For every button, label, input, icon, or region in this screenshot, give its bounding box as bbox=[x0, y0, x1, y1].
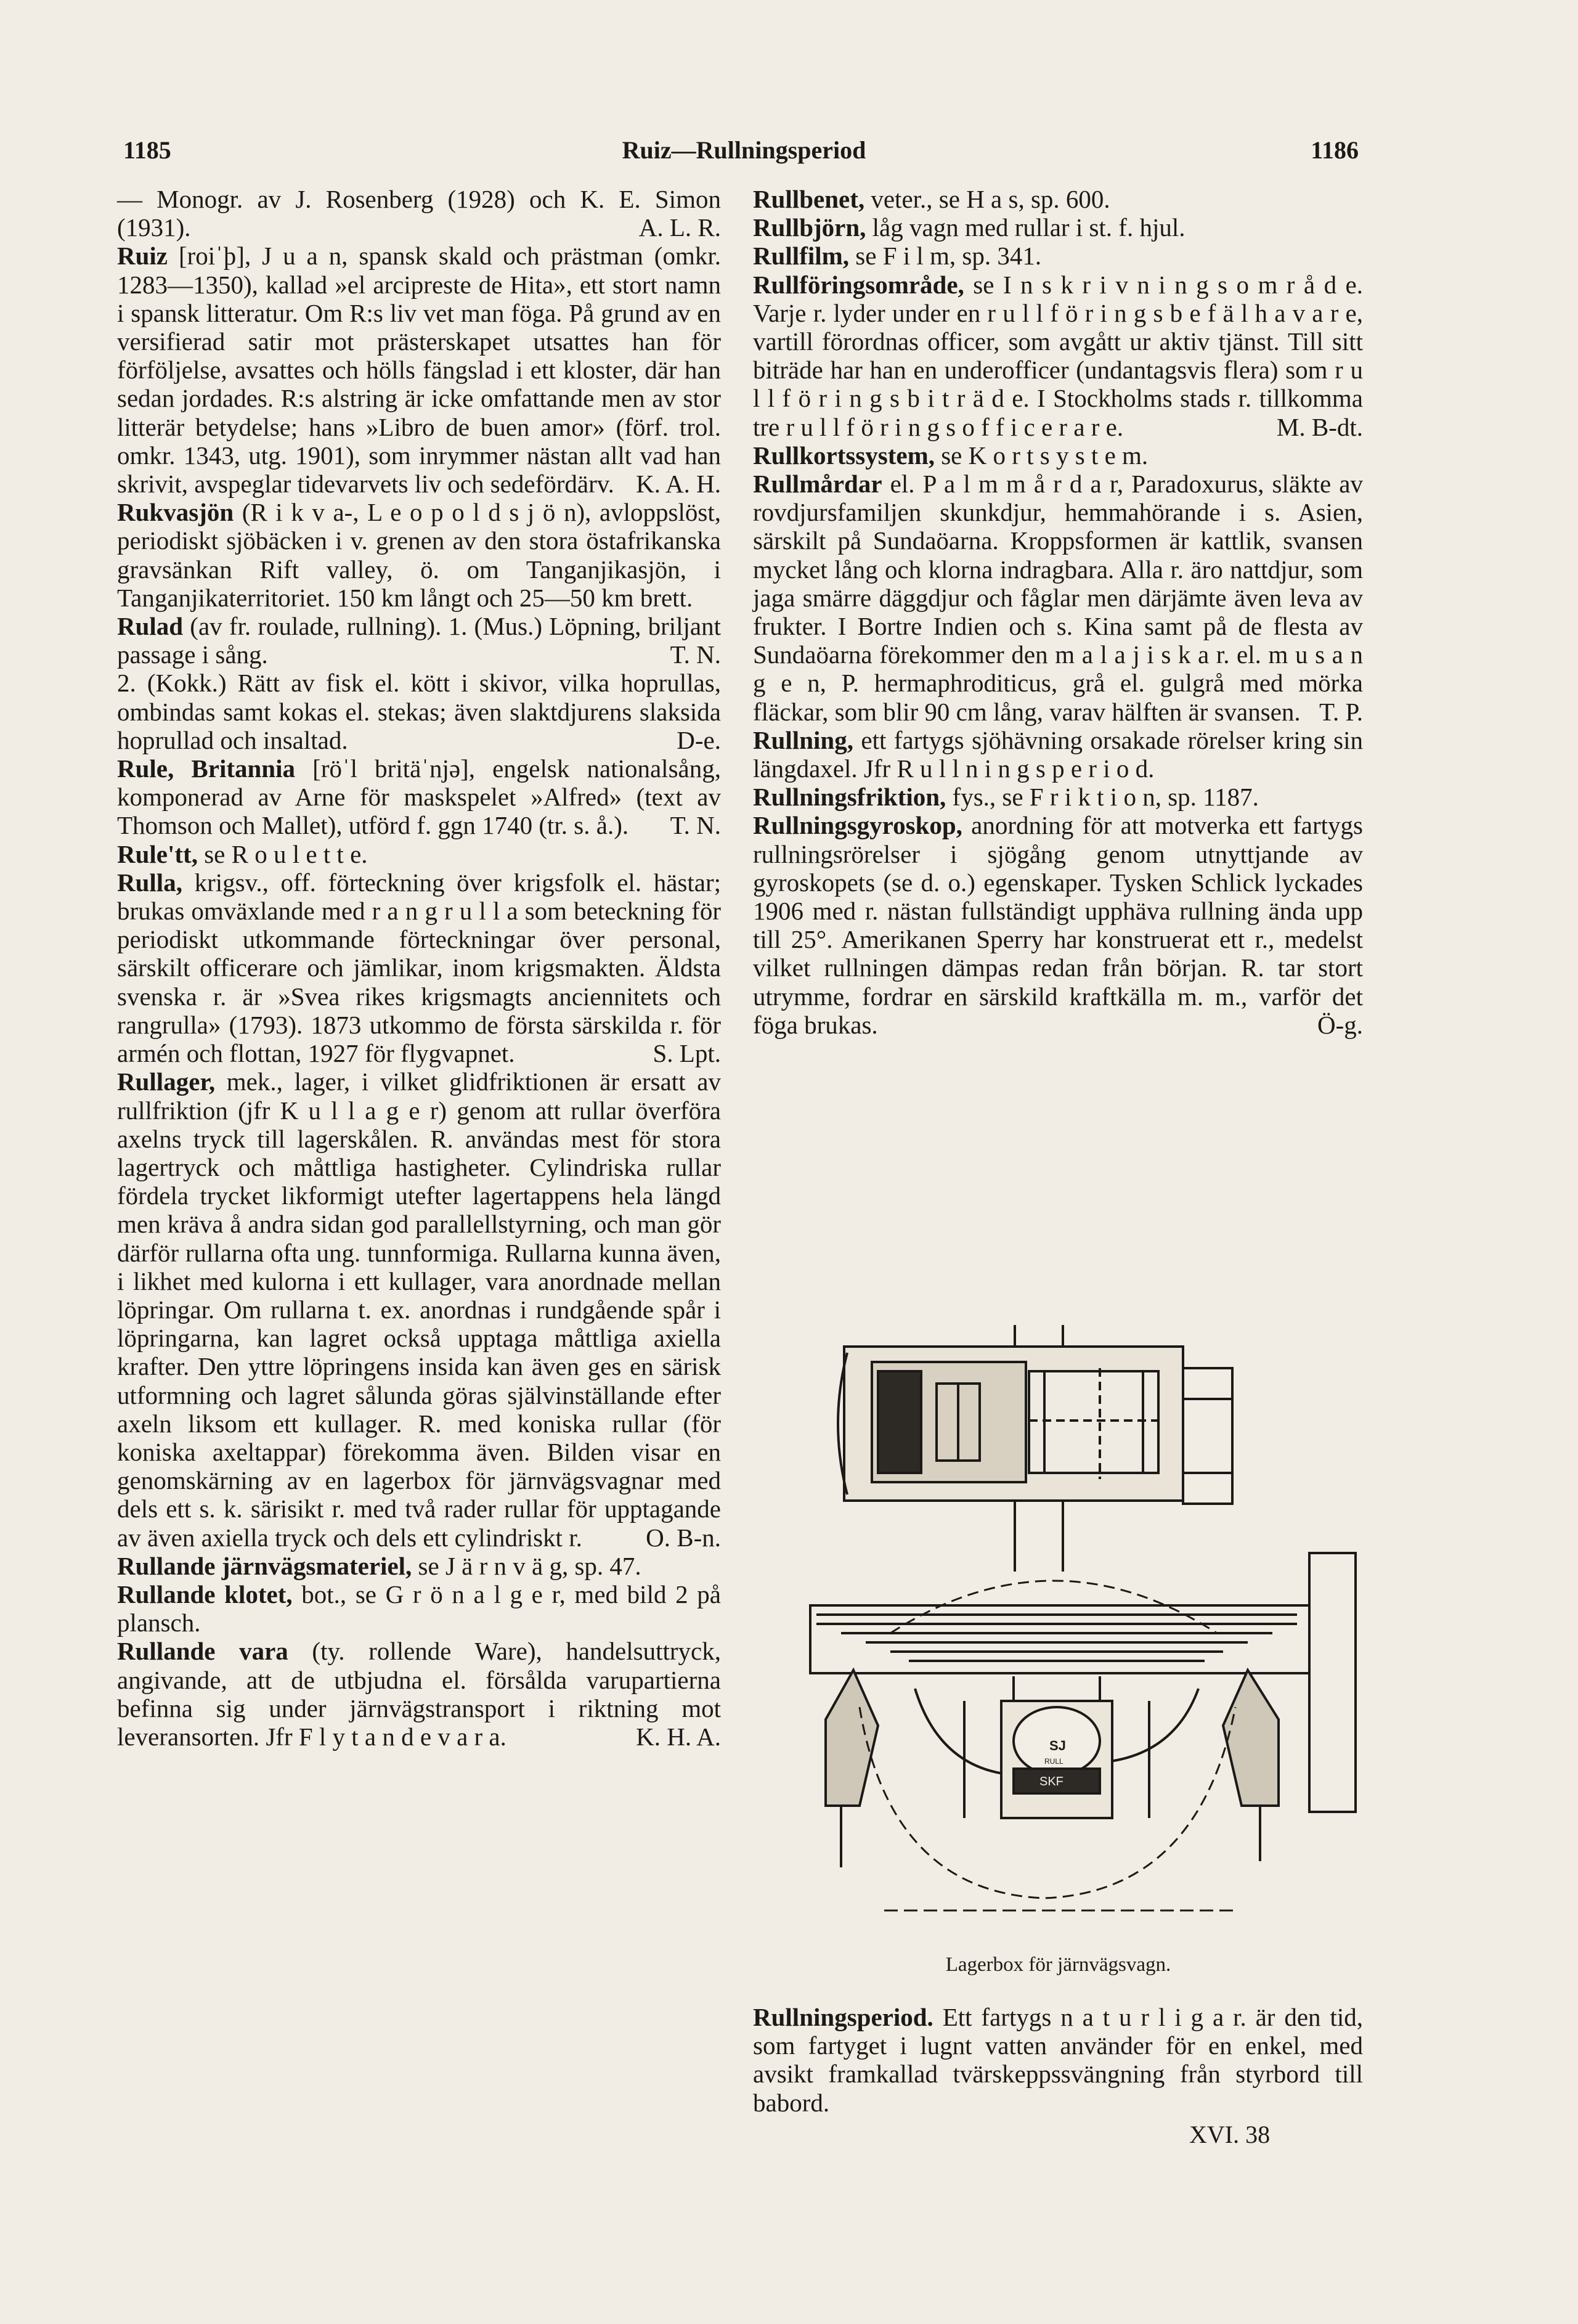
entry-body: (av fr. roulade, rullning). 1. (Mus.) Löpning, briljant passage i sång. bbox=[117, 612, 721, 669]
dictionary-entry bbox=[117, 185, 721, 242]
page-number-left: 1185 bbox=[123, 136, 171, 164]
bearing-box-figure bbox=[755, 1325, 1362, 1954]
entry-body: [roiˈþ], J u a n, spansk skald och prästman (omkr. 1283—1350), kallad »el arcipreste de Hita», ett stort namn i spansk litteratur. Om R:s liv vet man föga. På grund av en versifierad satir mot prästerskapet utsattes han för förföljelse, avsattes och hölls fängslad i ett kloster, där han sedan jordades. R:s alstring är icke omfattande men av stor litterär betydelse; hans »Libro de buen amor» (förf. trol. omkr. 1343, utg. 1901), som inrymmer nästan allt vad han skrivit, avspeglar tidevarvets liv och sedefördärv. bbox=[117, 242, 721, 499]
dictionary-entry bbox=[753, 726, 1363, 783]
dictionary-entry bbox=[117, 242, 721, 498]
entry-headword: Rullande vara bbox=[117, 1637, 288, 1666]
entry-body: el. P a l m m å r d a r, Paradoxurus, släkte av rovdjursfamiljen skunkdjur, hemmahörande i s. Asien, särskilt på Sundaöarna. Kroppsformen är kattlik, svansen mycket lång och klorna indragbara. Alla r. äro nattdjur, som jaga smärre däggdjur och fåglar men därjämte även leva av frukter. I Bortre Indien och s. Kina samt på de flesta av Sundaöarna förekommer den m a l a j i s k a r. el. m u s a n g e n, P. hermaphroditicus, grå el. gulgrå med mörka fläckar, som blir 90 cm lång, varav hälften är svansen. bbox=[753, 470, 1363, 726]
author-signature: T. P. bbox=[1319, 697, 1363, 726]
right-column bbox=[753, 185, 1363, 1039]
dictionary-entry bbox=[117, 498, 721, 612]
entry-rullningsperiod bbox=[753, 2003, 1363, 2117]
entry-headword: Rullande järnvägsmateriel, bbox=[117, 1551, 412, 1580]
author-signature: M. B-dt. bbox=[1276, 412, 1363, 441]
dictionary-entry bbox=[753, 271, 1363, 441]
entry-body: (R i k v a-, L e o p o l d s j ö n), avloppslöst, periodiskt sjöbäcken i v. grenen av den stora östafrikanska gravsänkan Rift valley, ö. om Tanganjikasjön, i Tanganjikaterritoriet. 150 km långt och 25—50 km brett. bbox=[117, 498, 721, 612]
bearing-box-drawing bbox=[755, 1325, 1362, 1954]
page-number-right: 1186 bbox=[1311, 136, 1359, 164]
entry-headword: Rullningsfriktion, bbox=[753, 783, 946, 812]
dictionary-entry bbox=[753, 242, 1363, 270]
entry-headword: Rullande klotet, bbox=[117, 1580, 293, 1608]
entry-body: se I n s k r i v n i n g s o m r å d e. Varje r. lyder under en r u l l f ö r i n g s b e f ä l h a v a r e, vartill förordnas officer, som avgått ur aktiv tjänst. Till sitt biträde har han en underofficer (undantagsvis flera) som r u l l f ö r i n g s b i t r ä d e. I Stockholms stads r. tillkomma tre r u l l f ö r i n g s o f f i c e r a r e. bbox=[753, 270, 1363, 441]
author-signature: Ö-g. bbox=[1317, 1010, 1363, 1039]
plate-text-1: SJ bbox=[1049, 1738, 1066, 1753]
entry-headword: Rukvasjön bbox=[117, 498, 234, 527]
entry-body: veter., se H a s, sp. 600. bbox=[864, 185, 1110, 213]
dictionary-entry bbox=[753, 811, 1363, 1039]
entry-body: Ett fartygs n a t u r l i g a r. är den tid, som fartyget i lugnt vatten använder för en enkel, med avsikt framkallad tvärskeppssvängning från styrbord till babord. bbox=[753, 2003, 1363, 2117]
entry-body: anordning för att motverka ett fartygs rullningsrörelser i sjögång genom utnyttjande av gyroskopets (se d. o.) egenskaper. Tysken Schlick lyckades 1906 med r. nästan fullständigt upphäva rullning ända upp till 25°. Amerikanen Sperry har konstruerat ett r., medelst vilket rullningen dämpas redan från början. R. tar stort utrymme, fordrar en särskild kraftkälla m. m., varför det föga brukas. bbox=[753, 811, 1363, 1039]
entry-headword: Rulad bbox=[117, 612, 184, 641]
plate-text-2: RULL bbox=[1044, 1757, 1064, 1766]
sheet-signature: XVI. 38 bbox=[1189, 2121, 1271, 2148]
figure-caption: Lagerbox för järnvägsvagn. bbox=[945, 1954, 1171, 1976]
running-title: Ruiz—Rullningsperiod bbox=[622, 136, 866, 164]
entry-headword: Rullkortssystem, bbox=[753, 441, 935, 470]
dictionary-entry bbox=[753, 783, 1363, 811]
entry-headword: Rule'tt, bbox=[117, 839, 198, 868]
author-signature: T. N. bbox=[670, 811, 721, 840]
entry-body: 2. (Kokk.) Rätt av fisk el. kött i skivor, vilka hoprullas, ombindas samt kokas el. stekas; även slaktdjurens slaksida hoprullad och insaltad. bbox=[117, 669, 721, 754]
dictionary-entry bbox=[117, 1067, 721, 1551]
entry-body: se K o r t s y s t e m. bbox=[934, 441, 1149, 470]
page-header bbox=[111, 136, 1377, 173]
entry-headword: Rulla, bbox=[117, 868, 182, 897]
dictionary-entry bbox=[117, 1580, 721, 1637]
entry-body: se J ä r n v ä g, sp. 47. bbox=[412, 1551, 641, 1580]
entry-body: ett fartygs sjöhävning orsakade rörelser kring sin längdaxel. Jfr R u l l n i n g s p e r i o d. bbox=[753, 725, 1363, 783]
entry-headword: Rullfilm, bbox=[753, 242, 850, 271]
entry-body: låg vagn med rullar i st. f. hjul. bbox=[866, 213, 1186, 242]
entry-headword: Rullningsgyroskop, bbox=[753, 811, 962, 840]
author-signature: K. A. H. bbox=[636, 470, 721, 499]
entry-body: bot., se G r ö n a l g e r, med bild 2 på plansch. bbox=[117, 1580, 721, 1637]
entry-headword: Rullningsperiod. bbox=[753, 2003, 933, 2031]
author-signature: T. N. bbox=[670, 640, 721, 669]
entry-headword: Rullning, bbox=[753, 725, 853, 754]
entry-headword: Rullbjörn, bbox=[753, 213, 866, 242]
entry-body: se F i l m, sp. 341. bbox=[849, 242, 1042, 271]
entry-body: mek., lager, i vilket glidfriktionen är ersatt av rullfriktion (jfr K u l l a g e r) genom att rullar överföra axelns tryck till lagerskålen. R. användas mest för stora lagertryck och måttliga hastigheter. Cylindriska rullar fördela trycket likformigt utefter lagertappens hela längd men kräva å andra sidan god parallellstyrning, och man gör därför rullarna ofta ung. tunnformiga. Rullarna kunna även, i likhet med kulorna i ett kullager, vara anordnade mellan löpringar. Om rullarna t. ex. anordnas i rundgående spår i löpringarna, kan lagret också upptaga måttliga axiella krafter. Den yttre löpringens insida kan även ges en särisk utformning och lagret sålunda göras självinställande efter axeln liksom ett kullager. R. med koniska rullar (för koniska axeltappar) förekomma även. Bilden visar en genomskärning av en lagerbox för järnvägsvagnar med dels ett s. k. särisikt r. med två rader rullar för upptagande av även axiella tryck och dels ett cylindriskt r. bbox=[117, 1067, 721, 1552]
entry-body: krigsv., off. förteckning över krigsfolk el. hästar; brukas omväxlande med r a n g r u l l a som beteckning för periodiskt utkommande förteckningar över personal, särskilt officerare och jämlikar, inom krigsmakten. Äldsta svenska r. är »Svea rikes krigsmagts anciennitets och rangrulla» (1793). 1873 utkommo de första särskilda r. för armén och flottan, 1927 för flygvapnet. bbox=[117, 868, 721, 1068]
entry-headword: Rullföringsområde, bbox=[753, 270, 964, 299]
author-signature: O. B-n. bbox=[646, 1523, 721, 1552]
plate-text-3: SKF bbox=[1039, 1775, 1064, 1788]
dictionary-entry bbox=[117, 754, 721, 840]
dictionary-entry bbox=[117, 840, 721, 868]
dictionary-entry bbox=[117, 1637, 721, 1751]
dictionary-entry bbox=[753, 213, 1363, 242]
dictionary-entry bbox=[753, 185, 1363, 213]
dictionary-entry bbox=[753, 470, 1363, 726]
entry-body: — Monogr. av J. Rosenberg (1928) och K. E. Simon (1931). bbox=[117, 185, 721, 242]
dictionary-entry bbox=[117, 1552, 721, 1580]
left-column bbox=[117, 185, 721, 1751]
author-signature: S. Lpt. bbox=[653, 1039, 721, 1068]
entry-headword: Rullbenet, bbox=[753, 185, 865, 213]
entry-headword: Rule, Britannia bbox=[117, 754, 295, 783]
entry-body: fys., se F r i k t i o n, sp. 1187. bbox=[946, 783, 1259, 812]
dictionary-entry bbox=[117, 612, 721, 669]
dictionary-entry bbox=[117, 868, 721, 1067]
dictionary-entry bbox=[753, 441, 1363, 470]
author-signature: A. L. R. bbox=[638, 213, 721, 242]
author-signature: K. H. A. bbox=[636, 1722, 721, 1751]
author-signature: D-e. bbox=[677, 725, 721, 754]
entry-body: [röˈl britäˈnjə], engelsk nationalsång, komponerad av Arne för maskspelet »Alfred» (text av Thomson och Mallet), utförd f. ggn 1740 (tr. s. å.). bbox=[117, 754, 721, 840]
dictionary-entry bbox=[117, 669, 721, 754]
entry-headword: Rullmårdar bbox=[753, 470, 882, 499]
entry-headword: Ruiz bbox=[117, 242, 168, 271]
entry-body: (ty. rollende Ware), handelsuttryck, angivande, att de utbjudna el. försålda varupartierna befinna sig under järnvägstransport i riktning mot leveransorten. Jfr F l y t a n d e v a r a. bbox=[117, 1637, 721, 1751]
entry-headword: Rullager, bbox=[117, 1067, 216, 1096]
entry-body: se R o u l e t t e. bbox=[197, 839, 368, 868]
